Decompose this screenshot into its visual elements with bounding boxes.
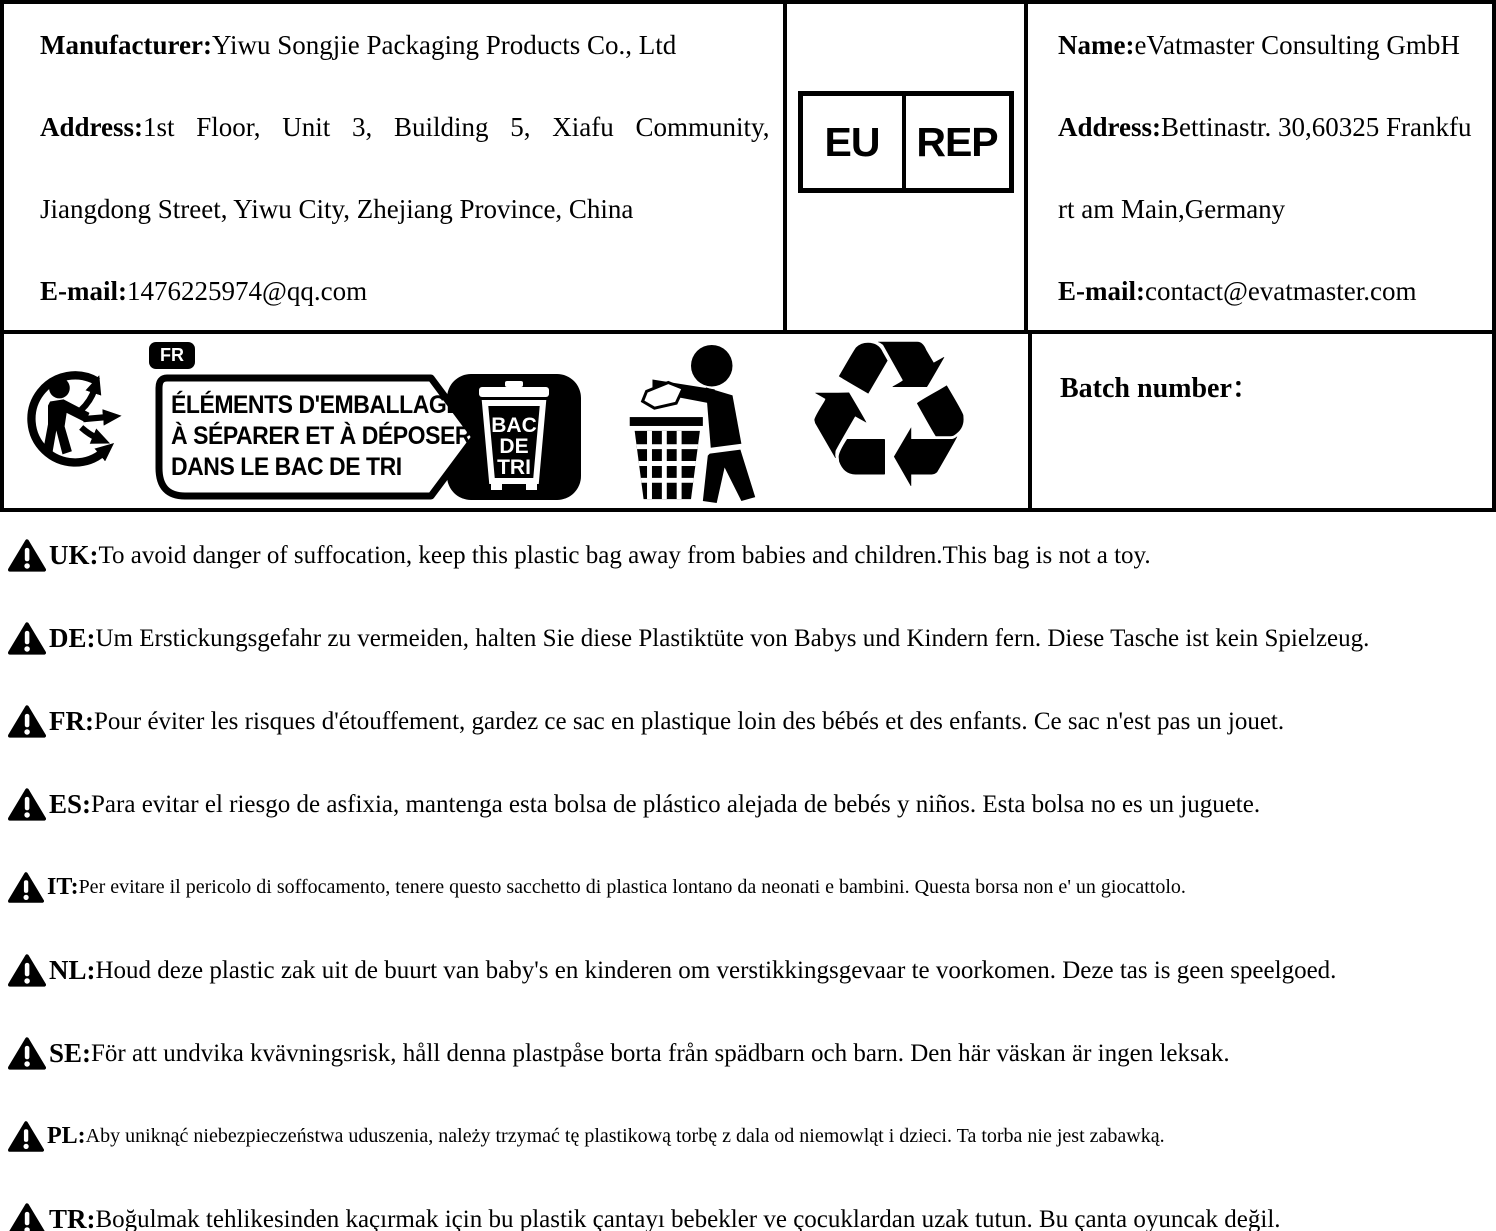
warning-text: Pour éviter les risques d'étouffement, gardez ce sac en plastique loin des bébés et des enfants. Ce sac n'est pas un jouet. [93, 707, 1285, 735]
warning-row-uk [0, 514, 1496, 597]
recycling-mobius-loop-icon: ♻ [797, 297, 981, 535]
eu-rep-logo-eu: EU [803, 96, 906, 188]
rep-name-label: Name: [1058, 30, 1135, 60]
warning-code: UK: [49, 540, 99, 570]
warning-row-de [0, 597, 1496, 680]
warning-row-fr [0, 680, 1496, 763]
warning-row-nl [0, 929, 1496, 1012]
sorting-bin-icon [447, 374, 581, 500]
eu-rep-cell [787, 4, 1028, 330]
batch-number-label: Batch number： [1060, 373, 1260, 404]
fr-tag: FR [149, 342, 195, 369]
email-label: E-mail: [40, 276, 127, 306]
warning-code: ES: [49, 789, 92, 819]
warning-triangle-icon [8, 538, 46, 573]
eu-rep-logo-rep: REP [916, 118, 998, 165]
warning-triangle-icon [8, 621, 46, 656]
warning-text: Boğulmak tehlikesinden kaçırmak için bu plastik çantayı bebekler ve çocuklardan uzak tutun. Bu çanta oyuncak değil. [95, 1205, 1281, 1231]
rep-name-value: eVatmaster Consulting GmbH [1134, 30, 1460, 60]
email-value: 1476225974@qq.com [127, 276, 368, 306]
rep-name-line [1058, 28, 1482, 63]
warning-code: IT: [47, 874, 79, 900]
bin-text-line1: BAC [491, 414, 537, 437]
banner-text-line3: DANS LE BAC DE TRI [171, 453, 402, 481]
manufacturer-address-line1 [40, 110, 773, 145]
warning-triangle-icon [8, 787, 46, 822]
warning-code: NL: [49, 955, 96, 985]
warning-triangle-icon [8, 704, 46, 739]
warning-text: Para evitar el riesgo de asfixia, mantenga esta bolsa de plástico alejada de bebés y niños. Esta bolsa no es un juguete. [91, 790, 1261, 818]
manufacturer-label: Manufacturer: [40, 30, 212, 60]
warning-row-se [0, 1012, 1496, 1095]
rep-email-line [1058, 274, 1482, 309]
label-info-table [0, 0, 1496, 535]
info-table-row-1 [4, 4, 1492, 334]
banner-text-line1: ÉLÉMENTS D'EMBALLAGE [171, 391, 462, 419]
banner-text [171, 390, 471, 483]
tidyman-litter-disposal-icon [616, 340, 766, 506]
warning-triangle-icon [8, 1120, 44, 1153]
representative-cell [1028, 4, 1492, 330]
warnings-section [0, 514, 1496, 1231]
warning-code: FR: [49, 706, 94, 736]
manufacturer-email-line [40, 274, 773, 309]
rep-address-value-1: Bettinastr. 30,60325 Frankfu [1161, 112, 1472, 142]
warning-triangle-icon [8, 1036, 46, 1071]
bin-text-line3: TRI [497, 456, 531, 479]
warning-row-pl [0, 1095, 1496, 1178]
rep-address-line2: rt am Main,Germany [1058, 194, 1286, 224]
info-table-row-2 [4, 297, 1492, 535]
warning-text: Aby uniknąć niebezpieczeństwa uduszenia, należy trzymać tę plastikową torbę z dala od niemowląt i dzieci. Ta torba nie jest zabawką. [85, 1125, 1165, 1147]
rep-email-value: contact@evatmaster.com [1145, 276, 1417, 306]
manufacturer-line [40, 28, 773, 63]
warning-text: To avoid danger of suffocation, keep this plastic bag away from babies and children.This bag is not a toy. [98, 541, 1151, 569]
warning-triangle-icon [8, 953, 46, 988]
warning-code: DE: [49, 623, 96, 653]
warning-text: Per evitare il pericolo di soffocamento, tenere questo sacchetto di plastica lontano da neonati e bambini. Questa borsa non e' un giocattolo. [78, 876, 1186, 898]
address-label: Address: [40, 112, 144, 142]
manufacturer-cell [4, 4, 787, 330]
warning-text: Um Erstickungsgefahr zu vermeiden, halten Sie diese Plastiktüte von Babys und Kindern fern. Diese Tasche ist kein Spielzeug. [95, 624, 1370, 652]
manufacturer-address-line2: Jiangdong Street, Yiwu City, Zhejiang Province, China [40, 194, 634, 224]
warning-code: TR: [49, 1204, 96, 1231]
rep-address-label: Address: [1058, 112, 1162, 142]
manufacturer-value: Yiwu Songjie Packaging Products Co., Ltd [211, 30, 677, 60]
warning-row-it [0, 846, 1496, 929]
warning-row-es [0, 763, 1496, 846]
batch-number-cell [1032, 334, 1492, 508]
address-value-1: 1st Floor, Unit 3, Building 5, Xiafu Community, [143, 112, 770, 142]
warning-text: För att undvika kvävningsrisk, håll denna plastpåse borta från spädbarn och barn. Den här väskan är ingen leksak. [91, 1039, 1230, 1067]
warning-code: PL: [47, 1123, 86, 1149]
fr-sorting-banner [147, 342, 581, 500]
triman-recycling-icon [24, 360, 128, 472]
warning-triangle-icon [8, 1202, 46, 1231]
warning-triangle-icon [8, 871, 44, 904]
recycling-icons-cell [4, 297, 1032, 535]
rep-address-line1 [1058, 110, 1482, 145]
warning-text: Houd deze plastic zak uit de buurt van baby's en kinderen om verstikkingsgevaar te voorkomen. Deze tas is geen speelgoed. [95, 956, 1337, 984]
warning-code: SE: [49, 1038, 92, 1068]
eu-rep-logo [798, 91, 1014, 193]
bin-text-line2: DE [499, 435, 529, 458]
rep-email-label: E-mail: [1058, 276, 1145, 306]
banner-text-line2: À SÉPARER ET À DÉPOSER [171, 422, 472, 450]
warning-row-tr [0, 1178, 1496, 1231]
